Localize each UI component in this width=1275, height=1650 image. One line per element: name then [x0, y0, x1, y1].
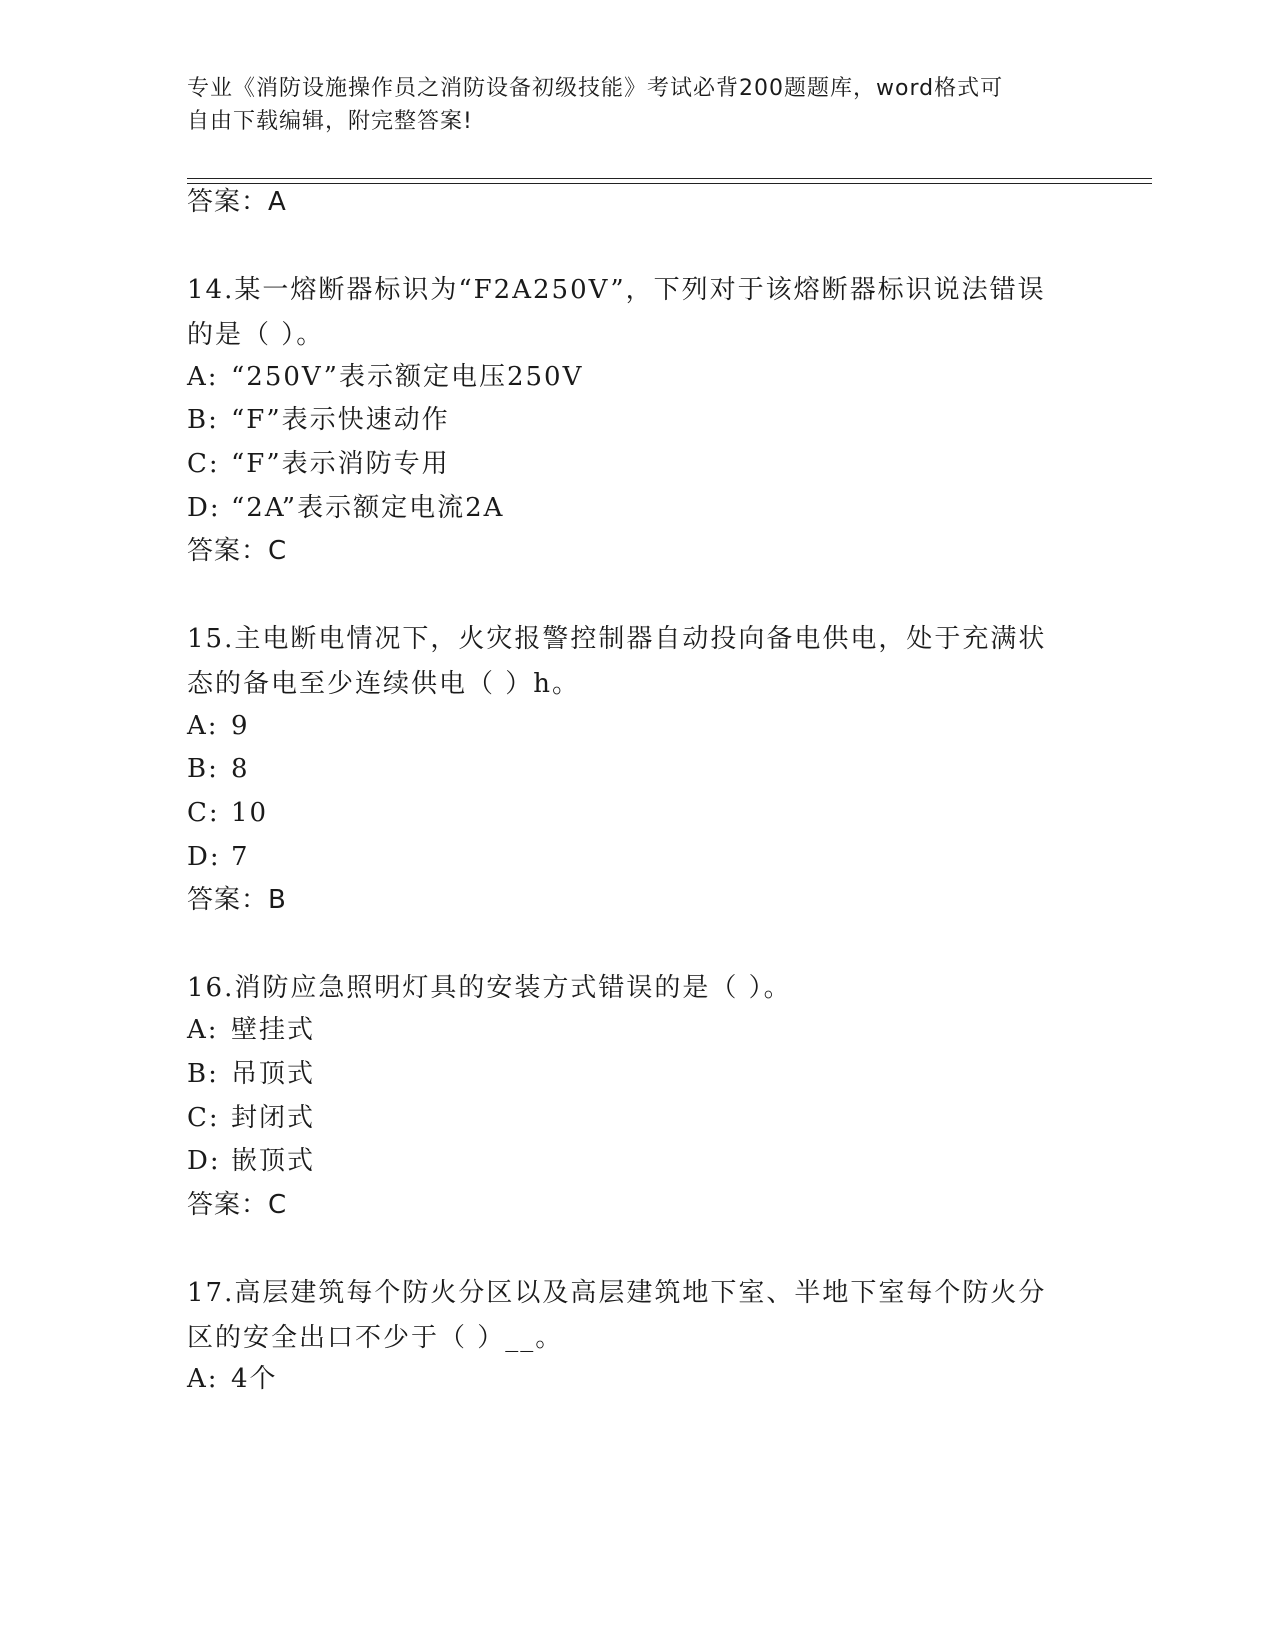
question-stem-line: 17.高层建筑每个防火分区以及高层建筑地下室、半地下室每个防火分	[187, 1278, 1047, 1308]
question-15-stem	[187, 617, 1087, 707]
option-letter: D:	[187, 1146, 221, 1176]
question-16-option-a	[187, 1013, 315, 1047]
option-letter: A:	[187, 1015, 219, 1045]
option-text: “250V”表示额定电压250V	[231, 362, 584, 392]
question-15-answer: 答案：B	[187, 885, 287, 915]
question-stem-line: 区的安全出口不少于（ ）__。	[187, 1323, 564, 1353]
question-stem-line: 16.消防应急照明灯具的安装方式错误的是（ ）。	[187, 973, 792, 1003]
previous-answer: 答案：A	[187, 187, 287, 217]
question-16-answer: 答案：C	[187, 1190, 288, 1220]
question-15-option-a	[187, 709, 250, 743]
option-text: 嵌顶式	[231, 1146, 316, 1176]
question-17-stem	[187, 1271, 1087, 1361]
question-stem-line: 的是（ ）。	[187, 320, 325, 350]
option-letter: C:	[187, 1103, 220, 1133]
option-text: 7	[231, 842, 250, 872]
question-16-option-d	[187, 1144, 315, 1178]
question-14-answer: 答案：C	[187, 536, 288, 566]
document-header	[187, 72, 1087, 138]
option-letter: B:	[187, 754, 219, 784]
option-text: 8	[231, 754, 250, 784]
header-divider-top	[187, 178, 1152, 179]
option-text: 吊顶式	[231, 1059, 316, 1089]
question-16-option-b	[187, 1057, 315, 1091]
option-text: 封闭式	[231, 1103, 316, 1133]
question-14-stem	[187, 268, 1087, 358]
option-text: “F”表示消防专用	[231, 449, 450, 479]
option-letter: D:	[187, 493, 221, 523]
question-14-option-c	[187, 447, 450, 481]
option-text: “2A”表示额定电流2A	[231, 493, 505, 523]
question-14-option-a	[187, 360, 583, 394]
question-16-option-c	[187, 1101, 315, 1135]
option-letter: A:	[187, 1364, 219, 1394]
option-letter: D:	[187, 842, 221, 872]
option-text: 10	[231, 798, 269, 828]
option-letter: A:	[187, 711, 219, 741]
question-stem-line: 15.主电断电情况下，火灾报警控制器自动投向备电供电，处于充满状	[187, 624, 1047, 654]
question-stem-line: 14.某一熔断器标识为“F2A250V”，下列对于该熔断器标识说法错误	[187, 275, 1046, 305]
header-line-2: 自由下载编辑，附完整答案!	[187, 109, 473, 134]
header-divider-bottom	[187, 183, 1152, 184]
option-text: 壁挂式	[231, 1015, 316, 1045]
option-text: “F”表示快速动作	[231, 405, 450, 435]
option-letter: B:	[187, 405, 219, 435]
question-17-option-a	[187, 1362, 278, 1396]
header-line-1: 专业《消防设施操作员之消防设备初级技能》考试必背200题题库，word格式可	[187, 76, 1004, 101]
question-15-option-d	[187, 840, 250, 874]
question-stem-line: 态的备电至少连续供电（ ）h。	[187, 669, 581, 699]
question-15-option-c	[187, 796, 268, 830]
option-text: 4个	[231, 1364, 278, 1394]
option-letter: C:	[187, 798, 220, 828]
option-text: 9	[231, 711, 250, 741]
question-15-option-b	[187, 752, 250, 786]
option-letter: B:	[187, 1059, 219, 1089]
option-letter: A:	[187, 362, 219, 392]
question-14-option-b	[187, 403, 450, 437]
question-14-option-d	[187, 491, 504, 525]
option-letter: C:	[187, 449, 220, 479]
question-16-stem	[187, 966, 1087, 1011]
